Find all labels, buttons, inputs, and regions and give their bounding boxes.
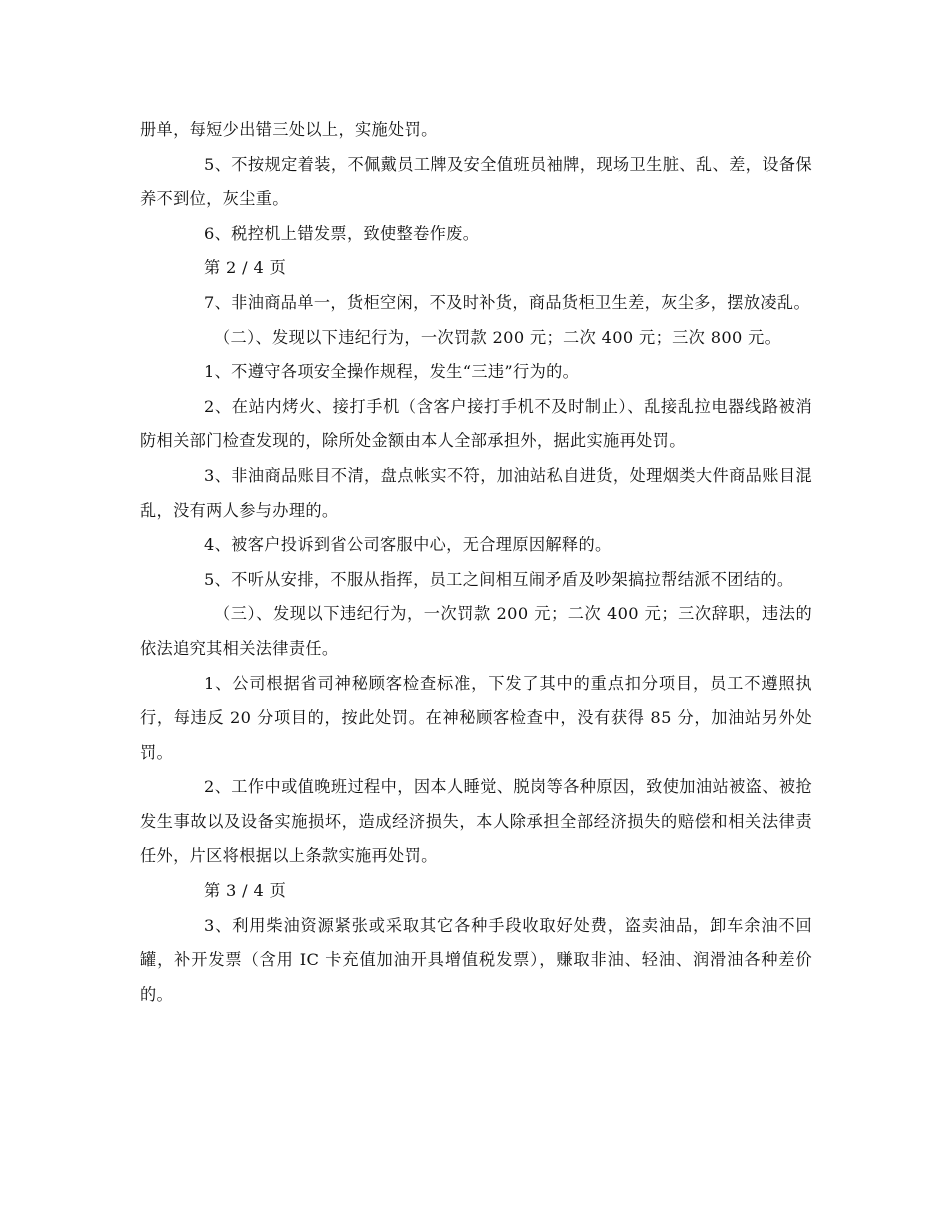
page-number: 第 3 / 4 页 bbox=[204, 881, 287, 901]
paragraph: 1、公司根据省司神秘顾客检查标准，下发了其中的重点扣分项目，员工不遵照执行，每违反 20 分项目的，按此处罚。在神秘顾客检查中，没有获得 85 分，加油站另外处罚。 bbox=[140, 673, 812, 762]
page-number: 第 2 / 4 页 bbox=[204, 258, 287, 278]
paragraph: 5、不听从安排，不服从指挥，员工之间相互闹矛盾及吵架搞拉帮结派不团结的。 bbox=[204, 569, 794, 589]
paragraph: 3、非油商品账目不清，盘点帐实不符，加油站私自进货，处理烟类大件商品账目混乱，没有两人参与办理的。 bbox=[140, 465, 812, 520]
document-body bbox=[140, 113, 812, 1012]
paragraph: 7、非油商品单一，货柜空闲，不及时补货，商品货柜卫生差，灰尘多，摆放凌乱。 bbox=[204, 292, 810, 312]
section-heading: （三）、发现以下违纪行为，一次罚款 200 元；二次 400 元；三次辞职，违法的依法追究其相关法律责任。 bbox=[140, 604, 812, 658]
paragraph: 2、在站内烤火、接打手机（含客户接打手机不及时制止）、乱接乱拉电器线路被消防相关部门检查发现的，除所处金额由本人全部承担外，据此实施再处罚。 bbox=[140, 396, 812, 451]
paragraph: 6、税控机上错发票，致使整卷作废。 bbox=[204, 223, 480, 243]
paragraph: 5、不按规定着装，不佩戴员工牌及安全值班员袖牌，现场卫生脏、乱、差，设备保养不到位，灰尘重。 bbox=[140, 154, 812, 209]
paragraph: 4、被客户投诉到省公司客服中心，无合理原因解释的。 bbox=[204, 535, 612, 555]
paragraph: 3、利用柴油资源紧张或采取其它各种手段收取好处费，盗卖油品，卸车余油不回罐，补开发票（含用 IC 卡充值加油开具增值税发票），赚取非油、轻油、润滑油各种差价的。 bbox=[140, 915, 812, 1004]
paragraph: 册单，每短少出错三处以上，实施处罚。 bbox=[140, 120, 438, 139]
section-heading: （二）、发现以下违纪行为，一次罚款 200 元；二次 400 元；三次 800 元。 bbox=[214, 327, 782, 347]
paragraph: 2、工作中或值晚班过程中，因本人睡觉、脱岗等各种原因，致使加油站被盗、被抢发生事故以及设备实施损坏，造成经济损失，本人除承担全部经济损失的赔偿和相关法律责任外，片区将根据以上条款实施再处罚。 bbox=[140, 777, 812, 866]
paragraph: 1、不遵守各项安全操作规程，发生“三违”行为的。 bbox=[204, 362, 580, 382]
